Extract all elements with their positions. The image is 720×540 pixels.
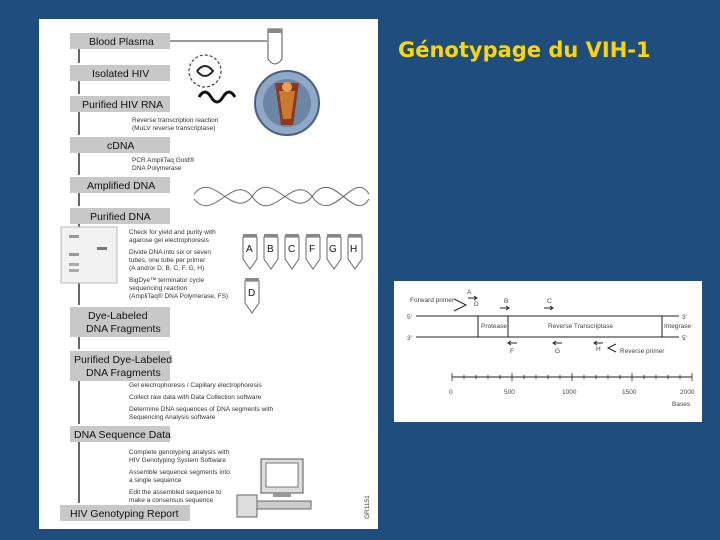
computer-workstation-icon [237, 459, 311, 517]
note-consensus: make a consensus sequence [129, 497, 214, 504]
three-prime-top: 3' [682, 314, 687, 321]
tube-label-c: C [288, 244, 296, 255]
dna-helix-icon [194, 187, 369, 205]
note-seq-reaction: sequencing reaction [129, 285, 188, 292]
step-dye-labeled: Dye-Labeled [88, 310, 148, 322]
note-rt-reaction: Reverse transcription reaction [132, 117, 219, 124]
note-agarose: agarose gel electrophoresis [129, 237, 209, 244]
reverse-primer-label: Reverse primer [620, 348, 665, 355]
scale-minor-ticks [452, 373, 692, 381]
note-bigdye: BigDye™ terminator cycle [129, 277, 205, 284]
note-dna-polymerase: DNA Polymerase [132, 165, 182, 172]
note-hiv-software: HIV Genotyping System Software [129, 457, 226, 464]
rna-strand-icon [199, 92, 235, 102]
hiv-particle-icon [189, 55, 221, 87]
step-hiv-genotyping-report: HIV Genotyping Report [70, 508, 179, 520]
figure-code: GR1151 [364, 495, 371, 519]
bottom-primer-arrows [508, 341, 603, 345]
note-primers: (A and/or D, B, C, F, G, H) [129, 265, 205, 272]
step-dna-sequence-data: DNA Sequence Data [74, 429, 171, 441]
step-purified-hiv-rna: Purified HIV RNA [82, 99, 164, 111]
note-assemble: Assemble sequence segments into [129, 469, 230, 476]
primer-c: C [547, 298, 552, 305]
step-blood-plasma: Blood Plasma [89, 36, 154, 48]
forward-primer-label: Forward primer [410, 297, 455, 304]
primer-d: D [474, 301, 479, 308]
tube-label-f: F [309, 244, 316, 255]
step-amplified-dna: Amplified DNA [87, 180, 156, 192]
note-collect-raw: Collect raw data with Data Collection software [129, 394, 262, 401]
tube-label-b: B [267, 244, 274, 255]
primer-g: G [555, 348, 561, 355]
tube-label-a: A [246, 244, 253, 255]
scale-tick-2000: 2000 [680, 389, 695, 396]
blood-tube-icon [170, 29, 282, 64]
scale-tick-0: 0 [449, 389, 453, 396]
tube-label-g: G [329, 244, 337, 255]
step-purified-dna: Purified DNA [90, 211, 151, 223]
note-pcr: PCR AmpliTaq Gold® [132, 157, 195, 164]
tube-label-d: D [248, 288, 256, 299]
genotyping-workflow-diagram [39, 19, 378, 529]
note-single-seq: a single sequence [129, 477, 182, 484]
note-check-yield: Check for yield and purity with [129, 229, 216, 236]
primer-map-svg [394, 281, 702, 422]
step-isolated-hiv: Isolated HIV [92, 68, 150, 80]
three-prime-bottom: 3' [407, 335, 412, 342]
note-determine-seq: Determine DNA sequences of DNA segments with [129, 406, 274, 413]
region-protease: Protease [481, 323, 508, 330]
five-prime-top: 5' [407, 314, 412, 321]
note-divide-dna: Divide DNA into six or seven [129, 249, 212, 256]
primer-tubes [243, 234, 362, 313]
note-edit: Edit the assembled sequence to [129, 489, 222, 496]
note-complete-analysis: Complete genotyping analysis with [129, 449, 230, 456]
note-tubes: tubes, one tube per primer [129, 257, 206, 264]
primer-a: A [467, 289, 472, 296]
region-integrase: Integrase [664, 323, 692, 330]
tube-label-h: H [350, 244, 358, 255]
top-primer-arrows [468, 296, 553, 310]
hiv-primer-map-diagram [394, 281, 702, 422]
scale-tick-1500: 1500 [622, 389, 637, 396]
region-reverse-transcriptase: Reverse Transcriptase [548, 323, 614, 330]
primer-f: F [510, 348, 514, 355]
step-dna-fragments-2: DNA Fragments [86, 367, 161, 379]
step-dna-fragments: DNA Fragments [86, 323, 161, 335]
note-seq-analysis: Sequencing Analysis software [129, 414, 216, 421]
step-purified-dye-labeled: Purified Dye-Labeled [74, 354, 173, 366]
slide-title: Génotypage du VIH-1 [398, 38, 651, 62]
primer-b: B [504, 298, 509, 305]
step-cdna: cDNA [107, 140, 135, 152]
gel-image-icon [61, 227, 117, 283]
forward-primer-arrow-icon [454, 299, 466, 311]
hiv-virion-illustration [255, 71, 319, 135]
note-amplitaq-fs: (AmpliTaq® DNA Polymerase, FS) [129, 293, 229, 300]
five-prime-bottom: 5' [682, 335, 687, 342]
scale-tick-500: 500 [504, 389, 515, 396]
workflow-svg [39, 19, 378, 529]
scale-tick-1000: 1000 [562, 389, 577, 396]
scale-unit: Bases [672, 401, 691, 408]
reverse-primer-arrow-icon [608, 344, 616, 352]
primer-h: H [596, 346, 601, 353]
note-electrophoresis: Gel electrophoresis / Capillary electrophoresis [129, 382, 262, 389]
note-mulv: (MuLV reverse transcriptase) [132, 125, 216, 132]
